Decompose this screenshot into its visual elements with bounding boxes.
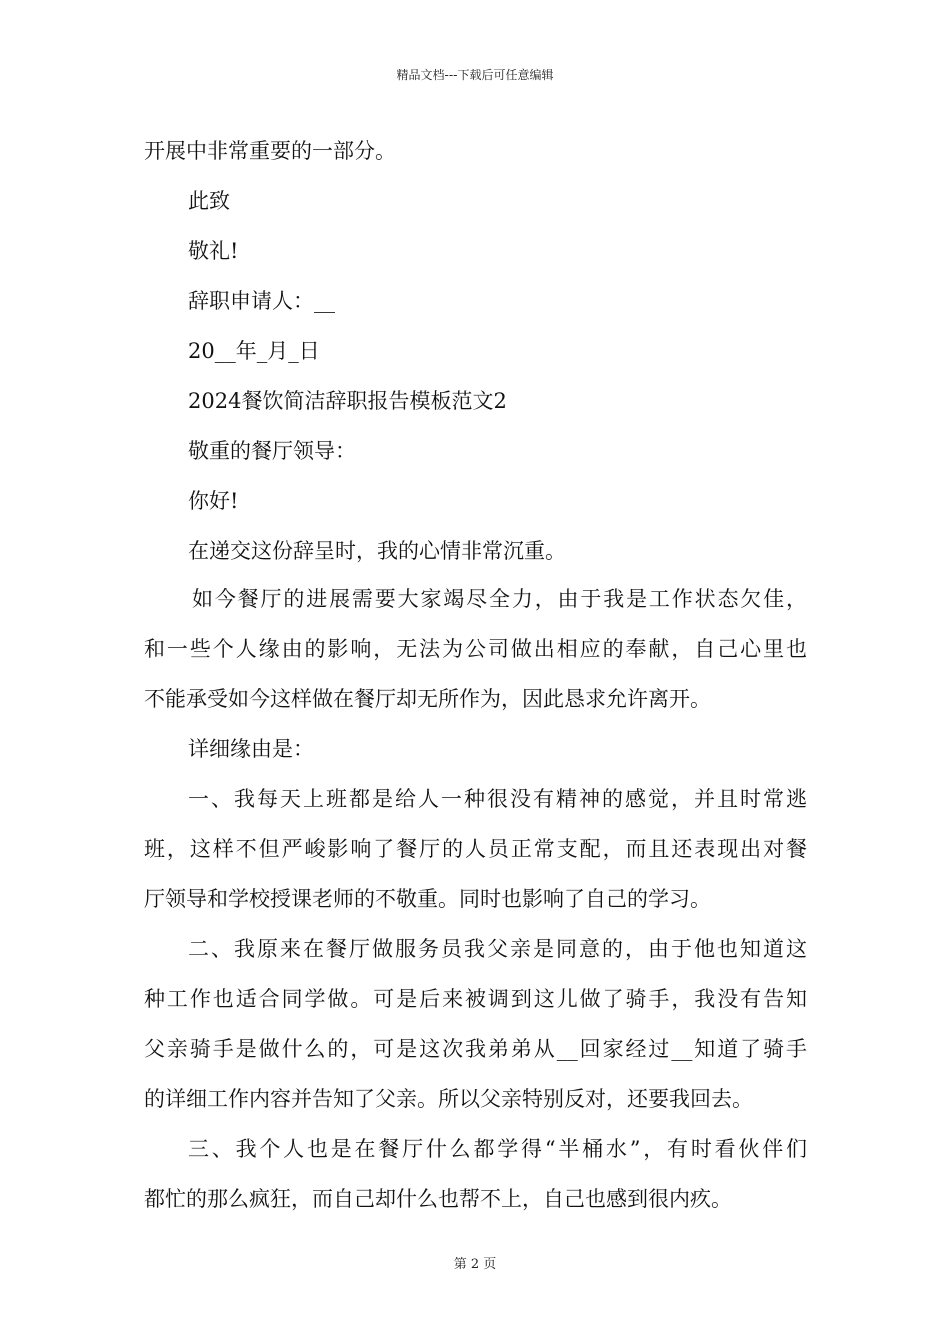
text-line: 厅领导和学校授课老师的不敬重。同时也影响了自己的学习。 [144, 887, 711, 911]
greeting-hello: 你好! [188, 489, 239, 513]
text-line: 如今餐厅的进展需要大家竭尽全力，由于我是工作状态欠佳， [192, 587, 807, 611]
date-line: 20__年_月_日 [188, 339, 320, 363]
closing-salutation: 此致 [188, 189, 230, 213]
closing-regards: 敬礼! [188, 239, 239, 263]
text-line: 种工作也适合同学做。可是后来被调到这儿做了骑手，我没有告知 [144, 987, 807, 1011]
text-line: 三、我个人也是在餐厅什么都学得“半桶水”，有时看伙伴们 [188, 1137, 807, 1161]
text-line: 都忙的那么疯狂，而自己却什么也帮不上，自己也感到很内疚。 [144, 1187, 732, 1211]
greeting: 敬重的餐厅领导： [188, 439, 356, 463]
page-header: 精品文档---下载后可任意编辑 [396, 68, 554, 82]
text-line: 和一些个人缘由的影响，无法为公司做出相应的奉献，自己心里也 [144, 637, 807, 661]
text-line: 二、我原来在餐厅做服务员我父亲是同意的，由于他也知道这 [188, 937, 807, 961]
section-title: 2024餐饮简洁辞职报告模板范文2 [188, 389, 507, 413]
text-line: 父亲骑手是做什么的，可是这次我弟弟从__回家经过__知道了骑手 [144, 1037, 807, 1061]
text-line: 在递交这份辞呈时，我的心情非常沉重。 [188, 539, 566, 563]
page-number: 第 2 页 [453, 1257, 497, 1272]
text-line: 详细缘由是： [188, 737, 314, 761]
text-line: 不能承受如今这样做在餐厅却无所作为，因此恳求允许离开。 [144, 687, 711, 711]
text-line: 的详细工作内容并告知了父亲。所以父亲特别反对，还要我回去。 [144, 1087, 753, 1111]
text-line: 班，这样不但严峻影响了餐厅的人员正常支配，而且还表现出对餐 [144, 837, 807, 861]
text-line: 开展中非常重要的一部分。 [144, 139, 396, 163]
text-line: 一、我每天上班都是给人一种很没有精神的感觉，并且时常逃 [188, 787, 807, 811]
applicant-line: 辞职申请人：__ [188, 289, 335, 313]
